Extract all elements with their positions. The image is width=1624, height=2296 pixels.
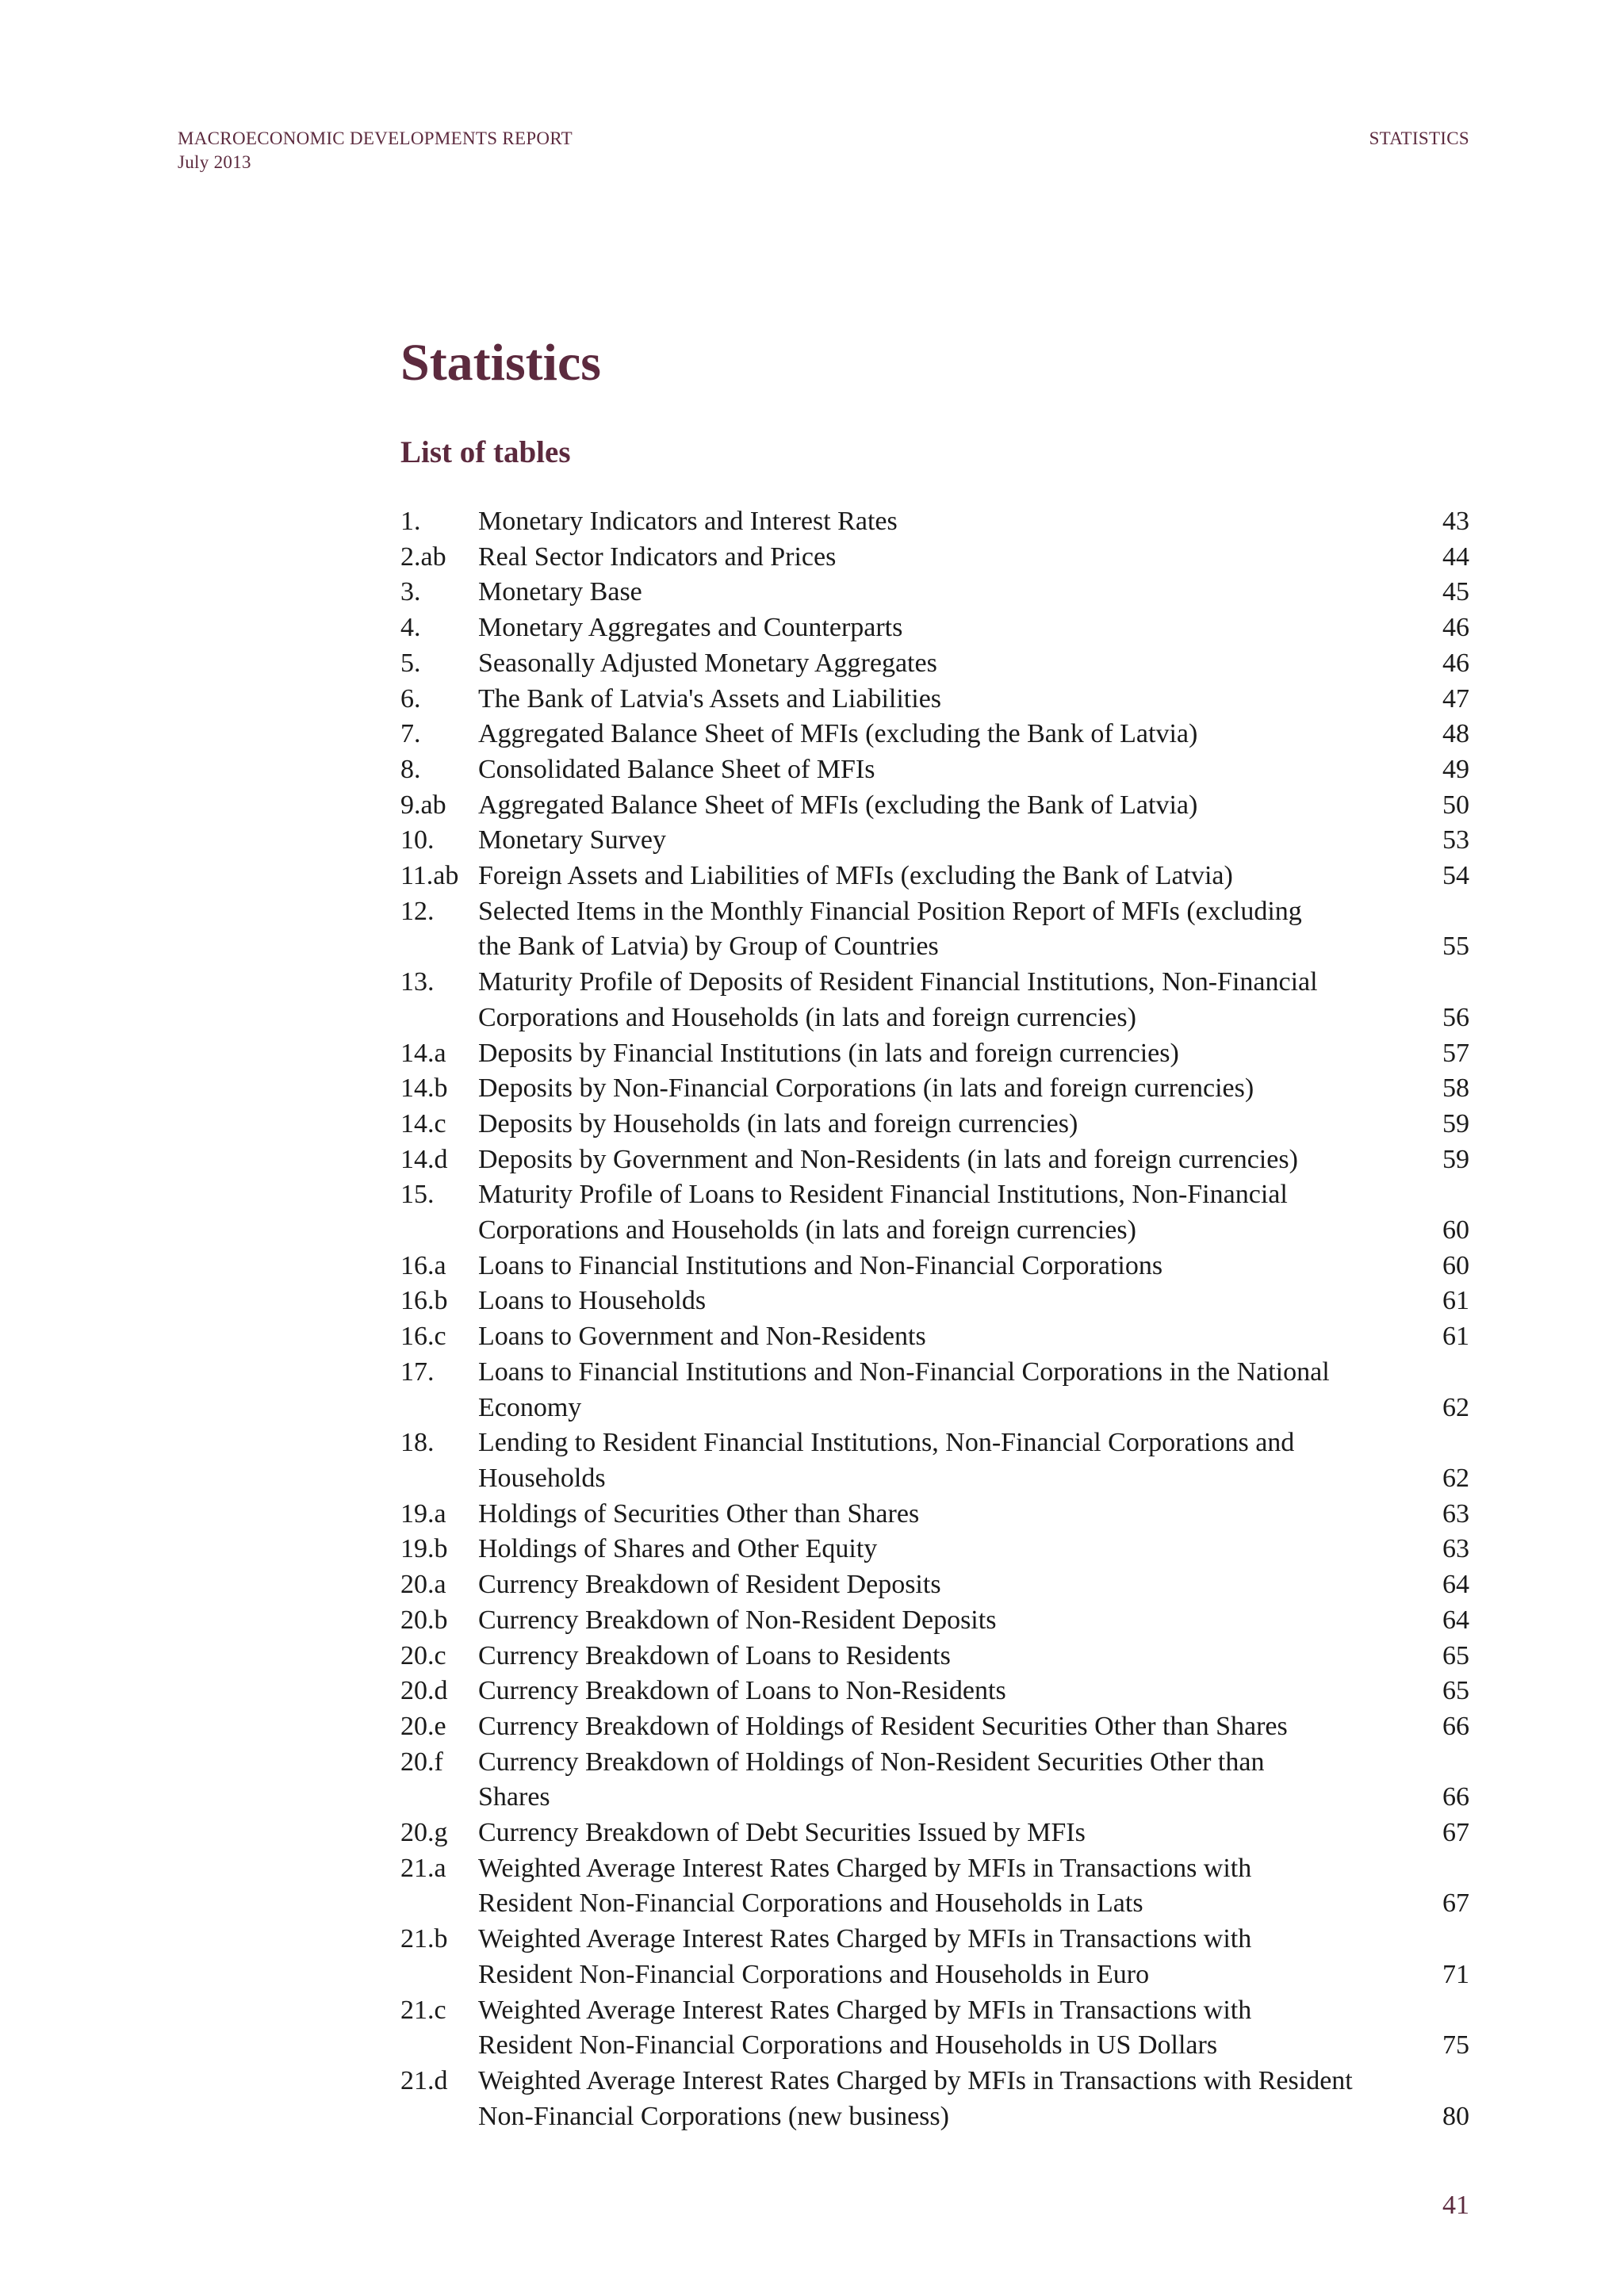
- toc-entry-title: [478, 1745, 1422, 1816]
- toc-entry-title-line: Deposits by Government and Non-Residents (in lats and foreign currencies): [478, 1144, 1298, 1174]
- toc-entry-number: 21.b: [400, 1924, 448, 1954]
- toc-entry-title-line: Currency Breakdown of Holdings of Resident Securities Other than Shares: [478, 1711, 1288, 1741]
- toc-entry-number: 21.a: [400, 1853, 446, 1883]
- toc-entry-title-line: Currency Breakdown of Loans to Residents: [478, 1640, 951, 1670]
- page-number: 41: [1442, 2191, 1469, 2220]
- toc-entry-title: [478, 504, 1422, 540]
- toc-entry: [400, 1639, 1469, 1674]
- toc-entry-title: [478, 859, 1422, 894]
- toc-entry: [400, 2064, 1469, 2134]
- toc-entry: [400, 1425, 1469, 1496]
- toc-entry: [400, 1816, 1469, 1851]
- toc-entry: [400, 1107, 1469, 1142]
- toc-entry: [400, 1284, 1469, 1319]
- toc-entry-title: [478, 1532, 1422, 1567]
- toc-entry-title-line: Monetary Survey: [478, 825, 667, 855]
- toc-entry: [400, 717, 1469, 752]
- toc-entry-page: 50: [1442, 790, 1469, 820]
- toc-entry-title-line: Resident Non-Financial Corporations and Households in Euro: [478, 1959, 1150, 1989]
- toc-entry: [400, 1922, 1469, 1992]
- toc-entry-number: 15.: [400, 1180, 435, 1210]
- toc-entry-page: 62: [1442, 1463, 1469, 1493]
- toc-entry-number: 20.d: [400, 1676, 448, 1706]
- toc-entry: [400, 859, 1469, 894]
- toc-entry-page: 46: [1442, 613, 1469, 643]
- toc-entry-title-line: Aggregated Balance Sheet of MFIs (excluding the Bank of Latvia): [478, 790, 1198, 820]
- toc-entry-number: 12.: [400, 896, 435, 926]
- toc-entry-number: 4.: [400, 613, 421, 643]
- toc-entry-title-line: Shares: [478, 1782, 550, 1812]
- toc-entry-page: 67: [1442, 1888, 1469, 1919]
- toc-entry-number: 11.ab: [400, 861, 459, 891]
- toc-entry-page: 80: [1442, 2101, 1469, 2131]
- toc-entry: [400, 1532, 1469, 1567]
- toc-entry-title-line: Corporations and Households (in lats and foreign currencies): [478, 1002, 1136, 1032]
- toc-entry-number: 2.ab: [400, 541, 446, 572]
- toc-entry-title-line: Monetary Base: [478, 577, 642, 607]
- toc-entry-title-line: Maturity Profile of Loans to Resident Financial Institutions, Non-Financial: [478, 1180, 1288, 1210]
- toc-entry-title-line: Weighted Average Interest Rates Charged by MFIs in Transactions with: [478, 1995, 1252, 2025]
- toc-entry-number: 20.e: [400, 1711, 446, 1741]
- toc-entry-title-line: Currency Breakdown of Non-Resident Deposits: [478, 1605, 997, 1635]
- toc-entry: [400, 1745, 1469, 1816]
- toc-entry-title-line: Currency Breakdown of Holdings of Non-Resident Securities Other than: [478, 1747, 1265, 1777]
- toc-entry-title: [478, 1142, 1422, 1178]
- toc-entry-number: 1.: [400, 507, 421, 536]
- toc-entry-title-line: the Bank of Latvia) by Group of Countries: [478, 932, 939, 962]
- toc-entry: [400, 1249, 1469, 1284]
- toc-entry-title-line: Economy: [478, 1392, 582, 1422]
- toc-entry-page: 66: [1442, 1782, 1469, 1812]
- toc-entry-number: 20.f: [400, 1747, 443, 1777]
- toc-entry-title-line: Corporations and Households (in lats and foreign currencies): [478, 1215, 1136, 1246]
- toc-entry-title: [478, 823, 1422, 859]
- toc-entry: [400, 823, 1469, 859]
- toc-entry-number: 16.b: [400, 1286, 448, 1316]
- toc-entry: [400, 1177, 1469, 1248]
- toc-entry-page: 71: [1442, 1959, 1469, 1989]
- toc-entry-number: 3.: [400, 577, 421, 607]
- toc-entry-title: [478, 1319, 1422, 1355]
- toc-entry-title: [478, 1071, 1422, 1107]
- toc-entry-number: 20.a: [400, 1570, 446, 1600]
- toc-entry-number: 14.c: [400, 1108, 446, 1138]
- toc-entry-number: 8.: [400, 754, 421, 784]
- toc-entry: [400, 682, 1469, 718]
- toc-entry-number: 18.: [400, 1428, 435, 1458]
- running-header-section: STATISTICS: [1369, 128, 1469, 148]
- toc-entry-number: 13.: [400, 967, 435, 997]
- toc-entry: [400, 1319, 1469, 1355]
- toc-entry-title: [478, 1922, 1422, 1992]
- toc-entry-title: [478, 1107, 1422, 1142]
- toc-entry: [400, 752, 1469, 788]
- toc-entry: [400, 1603, 1469, 1639]
- toc-entry-title-line: Households: [478, 1463, 606, 1493]
- toc-entry-title-line: Non-Financial Corporations (new business): [478, 2101, 949, 2131]
- toc-entry: [400, 610, 1469, 646]
- toc-entry-page: 55: [1442, 932, 1469, 962]
- toc-entry-number: 7.: [400, 719, 421, 749]
- toc-entry-page: 46: [1442, 648, 1469, 678]
- toc-entry: [400, 1355, 1469, 1425]
- toc-entry-title: [478, 1036, 1422, 1072]
- toc-entry-title: [478, 1674, 1422, 1709]
- toc-entry-page: 48: [1442, 719, 1469, 749]
- toc-entry: [400, 1993, 1469, 2064]
- toc-entry-title: [478, 1993, 1422, 2064]
- toc-entry-page: 44: [1442, 541, 1469, 572]
- toc-entry-title-line: Currency Breakdown of Debt Securities Issued by MFIs: [478, 1818, 1086, 1848]
- toc-entry-title: [478, 752, 1422, 788]
- toc-entry: [400, 1497, 1469, 1533]
- toc-entry-title: [478, 1177, 1422, 1248]
- toc-entry: [400, 1709, 1469, 1745]
- toc-entry-title-line: Loans to Government and Non-Residents: [478, 1322, 926, 1352]
- toc-entry-title: [478, 1709, 1422, 1745]
- toc-entry-page: 60: [1442, 1215, 1469, 1246]
- toc-entry-title: [478, 965, 1422, 1035]
- toc-entry: [400, 965, 1469, 1035]
- toc-entry: [400, 1142, 1469, 1178]
- toc-entry-title-line: Consolidated Balance Sheet of MFIs: [478, 754, 875, 784]
- toc-entry-page: 43: [1442, 507, 1469, 536]
- toc-entry-title: [478, 682, 1422, 718]
- toc-entry-title: [478, 1816, 1422, 1851]
- toc-entry: [400, 540, 1469, 576]
- toc-entry-title: [478, 1639, 1422, 1674]
- toc-entry-title: [478, 1851, 1422, 1922]
- toc-entry-number: 9.ab: [400, 790, 446, 820]
- running-header-left: [178, 127, 573, 174]
- toc-entry-title: [478, 894, 1422, 965]
- toc-entry: [400, 1071, 1469, 1107]
- toc-entry-page: 49: [1442, 754, 1469, 784]
- toc-entry: [400, 646, 1469, 682]
- toc-entry-number: 19.a: [400, 1498, 446, 1529]
- toc-entry-number: 16.a: [400, 1250, 446, 1280]
- toc-entry-number: 19.b: [400, 1534, 448, 1564]
- toc-entry-title-line: Weighted Average Interest Rates Charged by MFIs in Transactions with: [478, 1853, 1252, 1883]
- toc-entry-title-line: Weighted Average Interest Rates Charged by MFIs in Transactions with Resident: [478, 2065, 1353, 2095]
- toc-entry-title-line: Seasonally Adjusted Monetary Aggregates: [478, 648, 937, 678]
- toc-entry-title: [478, 610, 1422, 646]
- toc-entry-page: 60: [1442, 1250, 1469, 1280]
- toc-entry-title-line: Deposits by Non-Financial Corporations (in lats and foreign currencies): [478, 1073, 1254, 1104]
- toc-entry-title-line: Loans to Financial Institutions and Non-Financial Corporations in the National: [478, 1357, 1330, 1387]
- toc-entry-page: 62: [1442, 1392, 1469, 1422]
- toc-entry-number: 17.: [400, 1357, 435, 1387]
- section-title: List of tables: [400, 435, 571, 469]
- toc-entry-title-line: Aggregated Balance Sheet of MFIs (excluding the Bank of Latvia): [478, 719, 1198, 749]
- toc-entry-page: 63: [1442, 1498, 1469, 1529]
- report-title: MACROECONOMIC DEVELOPMENTS REPORT: [178, 128, 573, 148]
- toc-entry-number: 5.: [400, 648, 421, 678]
- toc-entry-title-line: Monetary Aggregates and Counterparts: [478, 613, 903, 643]
- toc-entry-title-line: Currency Breakdown of Loans to Non-Residents: [478, 1676, 1006, 1706]
- toc-entry-number: 20.c: [400, 1640, 446, 1670]
- toc-entry-title-line: The Bank of Latvia's Assets and Liabilities: [478, 683, 942, 714]
- toc-entry-title: [478, 788, 1422, 824]
- toc-entry-page: 65: [1442, 1640, 1469, 1670]
- toc-entry-title: [478, 1567, 1422, 1603]
- toc-entry-page: 53: [1442, 825, 1469, 855]
- toc-entry-page: 45: [1442, 577, 1469, 607]
- toc-entry-title-line: Holdings of Shares and Other Equity: [478, 1534, 878, 1564]
- toc-entry-page: 64: [1442, 1605, 1469, 1635]
- toc-entry-page: 61: [1442, 1286, 1469, 1316]
- toc-entry: [400, 504, 1469, 540]
- toc-entry-page: 59: [1442, 1108, 1469, 1138]
- toc-entry-number: 21.c: [400, 1995, 446, 2025]
- toc-entry-page: 47: [1442, 683, 1469, 714]
- toc-entry-title: [478, 1497, 1422, 1533]
- toc-entry-number: 20.b: [400, 1605, 448, 1635]
- toc-entry-number: 10.: [400, 825, 435, 855]
- toc-entry-title-line: Real Sector Indicators and Prices: [478, 541, 837, 572]
- toc-entry-title: [478, 575, 1422, 610]
- toc-entry-title-line: Deposits by Financial Institutions (in lats and foreign currencies): [478, 1038, 1179, 1068]
- toc-entry-number: 14.b: [400, 1073, 448, 1104]
- toc-entry-number: 20.g: [400, 1818, 448, 1848]
- toc-entry: [400, 1036, 1469, 1072]
- toc-entry-title-line: Maturity Profile of Deposits of Resident Financial Institutions, Non-Financial: [478, 967, 1318, 997]
- toc-entry-title-line: Foreign Assets and Liabilities of MFIs (excluding the Bank of Latvia): [478, 861, 1233, 891]
- toc-entry-page: 64: [1442, 1570, 1469, 1600]
- toc-entry-number: 16.c: [400, 1322, 446, 1352]
- toc-entry-title: [478, 540, 1422, 576]
- toc-entry-page: 65: [1442, 1676, 1469, 1706]
- toc-entry-title-line: Selected Items in the Monthly Financial Position Report of MFIs (excluding: [478, 896, 1302, 926]
- toc-entry: [400, 1674, 1469, 1709]
- toc-entry-page: 67: [1442, 1818, 1469, 1848]
- list-of-tables: [400, 504, 1469, 2134]
- toc-entry: [400, 1851, 1469, 1922]
- toc-entry-number: 21.d: [400, 2065, 448, 2095]
- toc-entry-title: [478, 646, 1422, 682]
- toc-entry-title-line: Holdings of Securities Other than Shares: [478, 1498, 920, 1529]
- toc-entry-title: [478, 1603, 1422, 1639]
- toc-entry-number: 14.a: [400, 1038, 446, 1068]
- toc-entry-title-line: Resident Non-Financial Corporations and Households in Lats: [478, 1888, 1143, 1919]
- toc-entry-title: [478, 717, 1422, 752]
- toc-entry-title: [478, 1284, 1422, 1319]
- toc-entry-page: 59: [1442, 1144, 1469, 1174]
- toc-entry-title-line: Lending to Resident Financial Institutions, Non-Financial Corporations and: [478, 1428, 1295, 1458]
- toc-entry-title: [478, 1355, 1422, 1425]
- toc-entry-page: 57: [1442, 1038, 1469, 1068]
- page-title: Statistics: [400, 334, 601, 392]
- toc-entry-title: [478, 1249, 1422, 1284]
- toc-entry-page: 61: [1442, 1322, 1469, 1352]
- toc-entry: [400, 894, 1469, 965]
- toc-entry-page: 75: [1442, 2030, 1469, 2061]
- toc-entry-title-line: Deposits by Households (in lats and foreign currencies): [478, 1108, 1078, 1138]
- toc-entry-page: 66: [1442, 1711, 1469, 1741]
- toc-entry-title-line: Weighted Average Interest Rates Charged by MFIs in Transactions with: [478, 1924, 1252, 1954]
- toc-entry-title: [478, 1425, 1422, 1496]
- toc-entry-title-line: Loans to Households: [478, 1286, 707, 1316]
- toc-entry-page: 58: [1442, 1073, 1469, 1104]
- toc-entry-title-line: Currency Breakdown of Resident Deposits: [478, 1570, 941, 1600]
- toc-entry-page: 54: [1442, 861, 1469, 891]
- toc-entry: [400, 1567, 1469, 1603]
- toc-entry-number: 6.: [400, 683, 421, 714]
- toc-entry-page: 63: [1442, 1534, 1469, 1564]
- toc-entry: [400, 575, 1469, 610]
- report-date: July 2013: [178, 152, 251, 172]
- toc-entry-title-line: Loans to Financial Institutions and Non-Financial Corporations: [478, 1250, 1163, 1280]
- toc-entry-title: [478, 2064, 1422, 2134]
- toc-entry-title-line: Monetary Indicators and Interest Rates: [478, 507, 898, 536]
- toc-entry: [400, 788, 1469, 824]
- toc-entry-page: 56: [1442, 1002, 1469, 1032]
- toc-entry-title-line: Resident Non-Financial Corporations and Households in US Dollars: [478, 2030, 1218, 2061]
- toc-entry-number: 14.d: [400, 1144, 448, 1174]
